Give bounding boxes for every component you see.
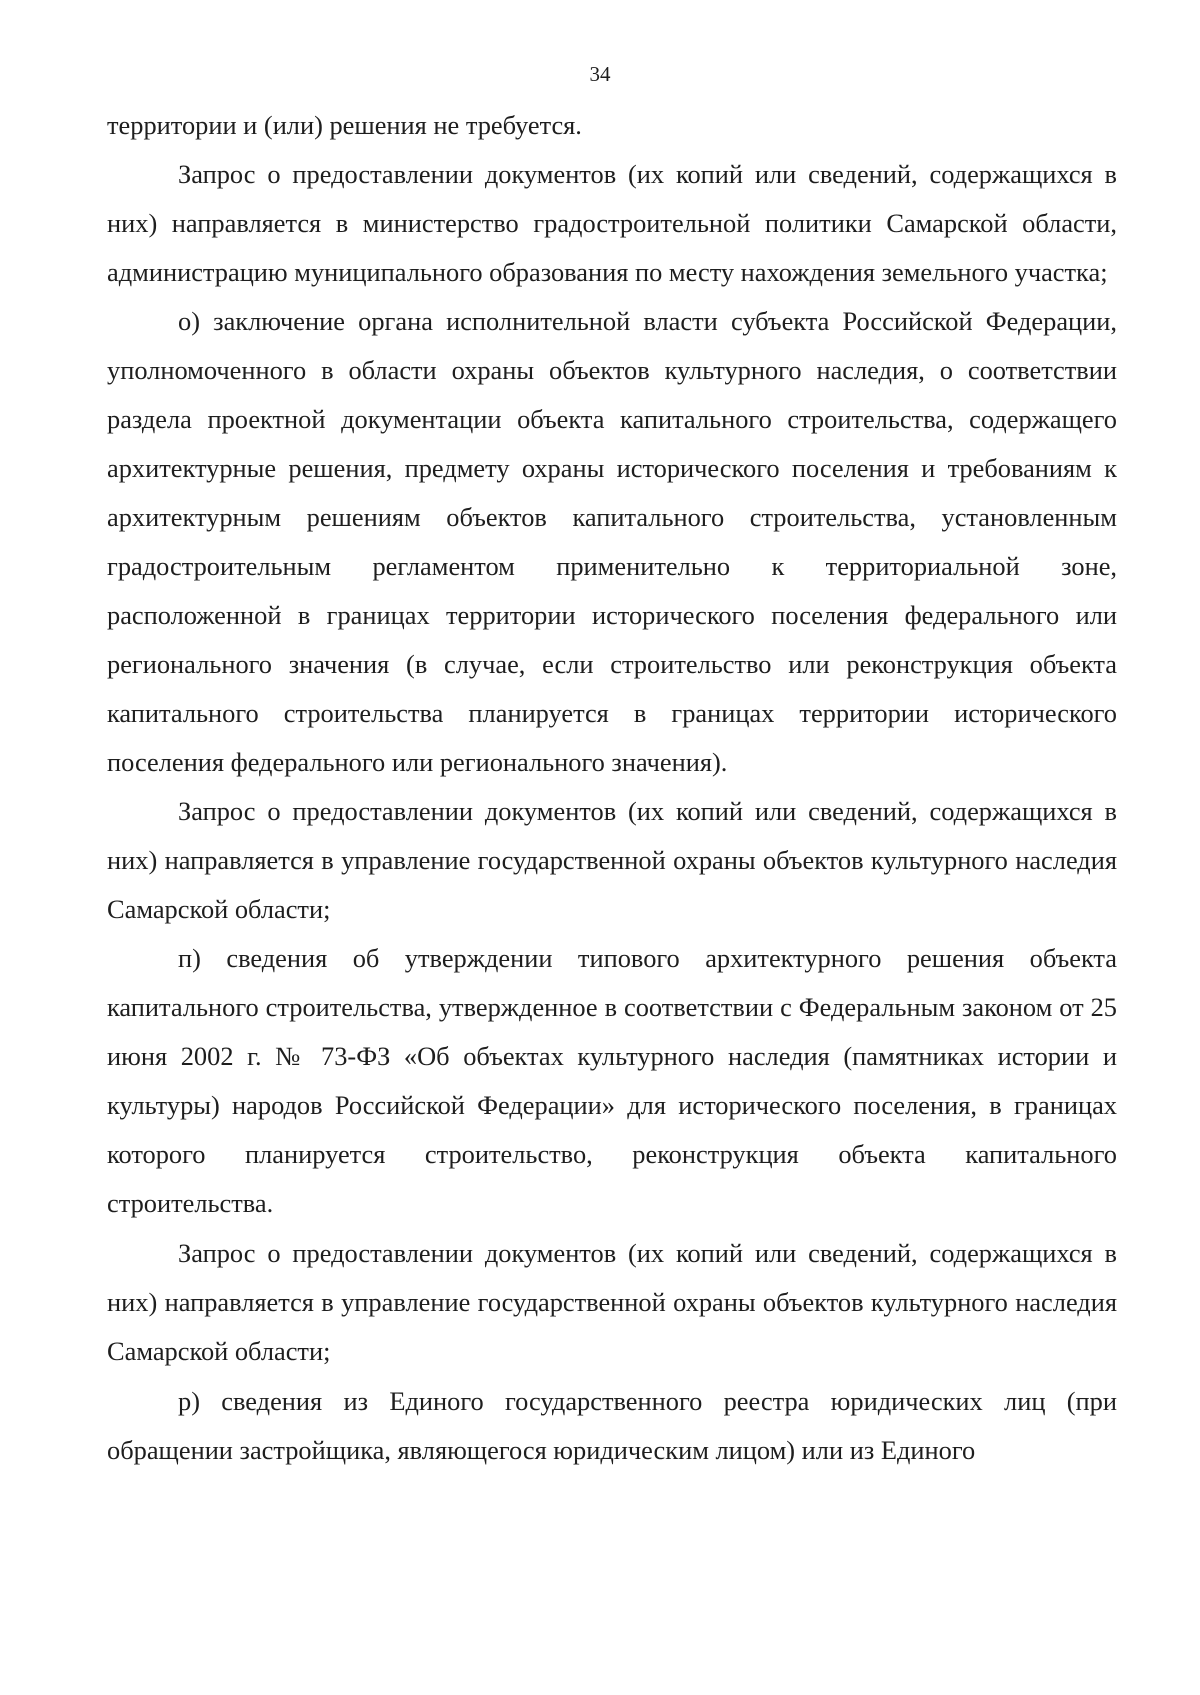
paragraph-request-ministry: Запрос о предоставлении документов (их копий или сведений, содержащихся в них) направляется в министерство градостроительной политики Самарской области, администрацию муниципального образования по месту нахождения земельного участка; bbox=[107, 159, 1117, 287]
paragraph-item-r: р) сведения из Единого государственного реестра юридических лиц (при обращении застройщика, являющегося юридическим лицом) или из Единого bbox=[107, 1386, 1117, 1465]
paragraph-item-o: о) заключение органа исполнительной власти субъекта Российской Федерации, уполномоченного в области охраны объектов культурного наследия, о соответствии раздела проектной документации объекта капитального строительства, содержащего архитектурные решения, предмету охраны исторического поселения и требованиям к архитектурным решениям объектов капитального строительства, установленным градостроительным регламентом применительно к территориальной зоне, расположенной в границах территории исторического поселения федерального или регионального значения (в случае, если строительство или реконструкция объекта капитального строительства планируется в границах территории исторического поселения федерального или регионального значения). bbox=[107, 306, 1117, 777]
paragraph-request-heritage-1: Запрос о предоставлении документов (их копий или сведений, содержащихся в них) направляется в управление государственной охраны объектов культурного наследия Самарской области; bbox=[107, 796, 1117, 924]
page-number: 34 bbox=[589, 62, 611, 86]
paragraph-continuation: территории и (или) решения не требуется. bbox=[107, 110, 582, 140]
paragraph-request-heritage-2: Запрос о предоставлении документов (их копий или сведений, содержащихся в них) направляется в управление государственной охраны объектов культурного наследия Самарской области; bbox=[107, 1238, 1117, 1366]
document-body bbox=[107, 101, 1117, 1475]
paragraph-item-p: п) сведения об утверждении типового архитектурного решения объекта капитального строительства, утвержденное в соответствии с Федеральным законом от 25 июня 2002 г. № 73-ФЗ «Об объектах культурного наследия (памятниках истории и культуры) народов Российской Федерации» для исторического поселения, в границах которого планируется строительство, реконструкция объекта капитального строительства. bbox=[107, 943, 1117, 1218]
